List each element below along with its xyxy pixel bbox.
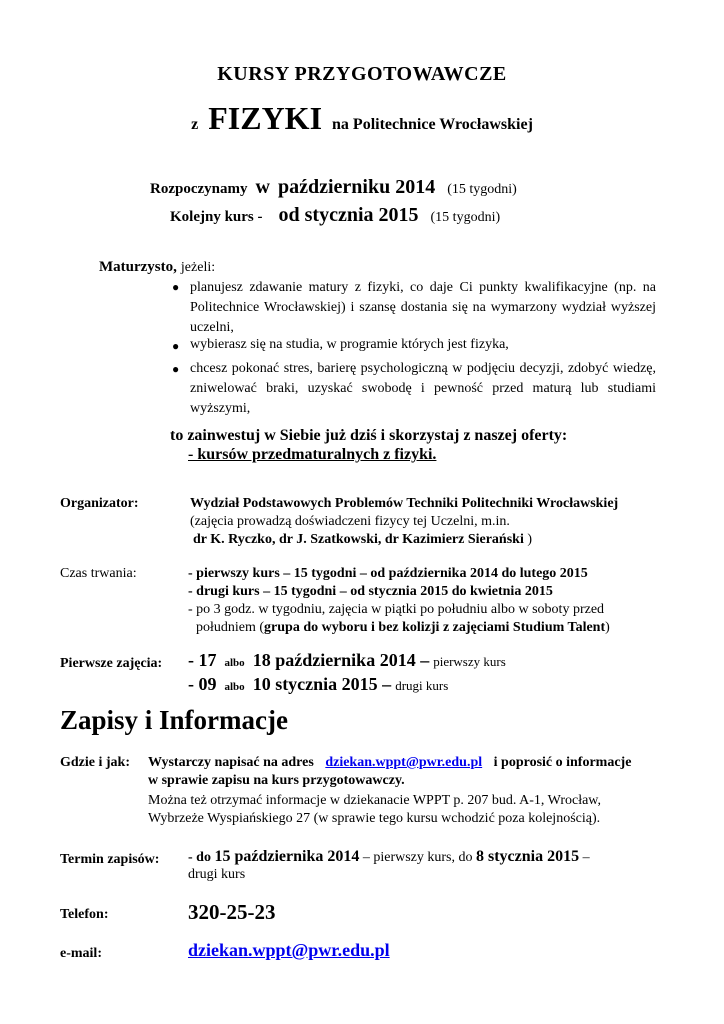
- start-date-2: od stycznia 2015: [278, 204, 419, 226]
- start-line-2: [170, 204, 500, 227]
- how-b: i poprosić o informacje: [493, 755, 632, 770]
- start-w: w: [255, 176, 270, 198]
- email-label: e-mail:: [60, 946, 102, 961]
- bullet-item-1: planujesz zdawanie matury z fizyki, co daje Ci punkty kwalifikacyjne (np. na Politechnice Wrocławskiej) i szansę dostania się na wymarzony wydział wyższej uczelni,: [190, 280, 656, 335]
- bullet-dot: ●: [172, 280, 180, 294]
- deadline-date-2: 8 stycznia 2015: [476, 848, 580, 865]
- fc2-albo: albo: [224, 681, 245, 693]
- bullet-dot: ●: [172, 362, 180, 376]
- fc2-a: - 09: [188, 674, 217, 694]
- how-line-3: Można też otrzymać informacje w dziekanacie WPPT p. 207 bud. A-1, Wrocław,: [148, 793, 601, 808]
- how-line-1: [148, 755, 631, 771]
- duration-schedule: - po 3 godz. w tygodniu, zajęcia w piątki po południu albo w soboty przed: [188, 602, 605, 617]
- bullet-item-2: wybierasz się na studia, w programie których jest fizyka,: [190, 337, 509, 352]
- phone-label: Telefon:: [60, 907, 109, 922]
- start-date-1: październiku 2014: [277, 176, 436, 198]
- how-line-4: Wybrzeże Wyspiańskiego 27 (w sprawie tego kursu wchodzić poza kolejnością).: [148, 811, 601, 826]
- email-link[interactable]: dziekan.wppt@pwr.edu.pl: [188, 940, 390, 960]
- fc2-b: 10 stycznia 2015 –: [252, 674, 392, 694]
- fc1-b: 18 października 2014 –: [252, 650, 430, 670]
- subtitle-place: na Politechnice Wrocławskiej: [332, 116, 533, 133]
- organizer-note: (zajęcia prowadzą doświadczeni fizycy tej Uczelni, m.in.: [190, 514, 510, 529]
- fc1-c: pierwszy kurs: [433, 654, 506, 669]
- start-weeks-1: (15 tygodni): [447, 182, 517, 197]
- deadline-c: – pierwszy kurs, do: [362, 850, 473, 865]
- cta-offer: - kursów przedmaturalnych z fizyki.: [188, 446, 437, 463]
- start-weeks-2: (15 tygodni): [430, 210, 501, 225]
- fc1-a: - 17: [188, 650, 217, 670]
- teachers-names: dr K. Ryczko, dr J. Szatkowski, dr Kazimierz Sierański: [193, 532, 524, 547]
- organizer-name: Wydział Podstawowych Problemów Techniki Politechniki Wrocławskiej: [190, 496, 619, 511]
- cta-line: to zainwestuj w Siebie już dziś i skorzystaj z naszej oferty:: [170, 427, 568, 444]
- next-course-lead: Kolejny kurs -: [170, 209, 263, 225]
- maturzysto-intro: [99, 258, 215, 276]
- schedule-group: grupa do wyboru i bez kolizji z zajęciami Studium Talent: [264, 620, 606, 635]
- schedule-c: ): [605, 620, 610, 635]
- duration-course-1: - pierwszy kurs – 15 tygodni – od października 2014 do lutego 2015: [188, 566, 588, 581]
- deadline-label: Termin zapisów:: [60, 852, 160, 867]
- organizer-label: Organizator:: [60, 496, 139, 511]
- how-email-link[interactable]: dziekan.wppt@pwr.edu.pl: [325, 755, 483, 770]
- deadline-line-2: drugi kurs: [188, 867, 246, 882]
- fc2-c: drugi kurs: [395, 678, 449, 693]
- teachers-close: ): [527, 532, 533, 547]
- subtitle-line: [0, 100, 724, 137]
- deadline-a: - do: [188, 850, 211, 865]
- organizer-teachers: [193, 532, 532, 548]
- bullet-item-3: chcesz pokonać stres, barierę psychologiczną w podjęciu decyzji, zdobyć wiedzę, zniwelować braki, uzyskać swobodę i pewność przed maturą lub studiami wyższymi,: [190, 361, 656, 416]
- deadline-line: [188, 848, 590, 866]
- maturzysto-if: jeżeli:: [180, 260, 216, 275]
- subject-title: FIZYKI: [208, 100, 323, 136]
- duration-schedule-2: [196, 620, 610, 636]
- first-classes-label: Pierwsze zajęcia:: [60, 656, 163, 671]
- start-line-1: [150, 176, 517, 199]
- schedule-a: południem (: [196, 620, 265, 635]
- bullet-dot: ●: [172, 339, 180, 353]
- start-lead: Rozpoczynamy: [150, 181, 248, 197]
- how-line-2: w sprawie zapisu na kurs przygotowawczy.: [148, 773, 405, 788]
- how-label: Gdzie i jak:: [60, 755, 130, 770]
- section-heading-zapisy: Zapisy i Informacje: [60, 705, 288, 735]
- how-a: Wystarczy napisać na adres: [148, 755, 314, 770]
- duration-label: Czas trwania:: [60, 566, 137, 581]
- page-title: KURSY PRZYGOTOWAWCZE: [217, 63, 507, 85]
- duration-course-2: - drugi kurs – 15 tygodni – od stycznia 2015 do kwietnia 2015: [188, 584, 553, 599]
- subtitle-z: z: [191, 116, 199, 133]
- deadline-e: –: [582, 850, 590, 865]
- phone-number: 320-25-23: [188, 900, 276, 924]
- deadline-date-1: 15 października 2014: [214, 848, 360, 865]
- first-classes-row-1: [188, 650, 506, 671]
- maturzysto-heading: Maturzysto,: [99, 259, 177, 275]
- first-classes-row-2: [188, 674, 448, 695]
- fc1-albo: albo: [224, 657, 245, 669]
